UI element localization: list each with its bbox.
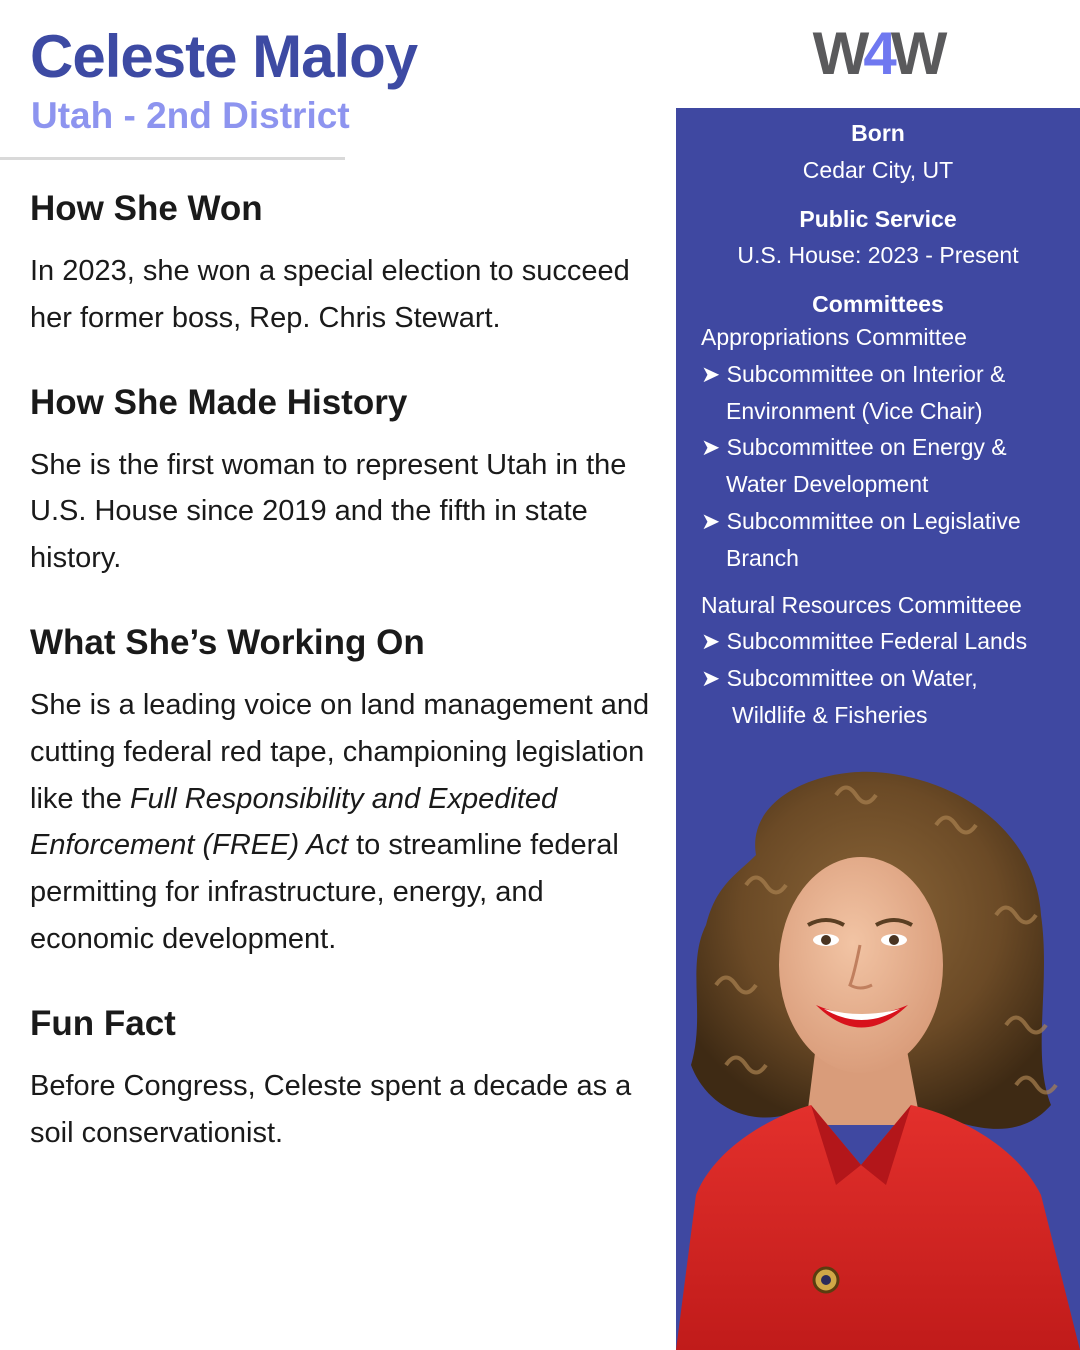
born-label: Born	[851, 120, 905, 146]
section-body-how-she-won: In 2023, she won a special election to succeed her former boss, Rep. Chris Stewart.	[30, 255, 630, 334]
section-body-fun-fact: Before Congress, Celeste spent a decade as a soil conservationist.	[30, 1069, 632, 1149]
district-subtitle: Utah - 2nd District	[31, 95, 350, 136]
subcommittee-item-cont: Wildlife & Fisheries	[732, 701, 928, 728]
subcommittee-item: ➤ Subcommittee on Energy &	[701, 434, 1007, 461]
committee-natural-resources: Natural Resources Committeee	[701, 591, 1022, 618]
section-heading-how-she-won: How She Won	[30, 189, 263, 228]
body-text: She is a leading voice on land management and cutting federal red tape, championing legislation like the	[30, 688, 650, 815]
section-body-history: She is the first woman to represent Utah in the U.S. House since 2019 and the fifth in state history.	[30, 448, 627, 575]
section-heading-history: How She Made History	[30, 382, 408, 422]
portrait-photo	[636, 765, 1080, 1350]
subcommittee-item-cont: Branch	[726, 544, 799, 571]
committee-appropriations: Appropriations Committee	[701, 324, 967, 350]
subcommittee-item: ➤ Subcommittee on Interior &	[701, 360, 1006, 387]
w4w-logo	[798, 20, 958, 87]
page-title: Celeste Maloy	[30, 23, 418, 90]
logo-number: 4	[863, 20, 893, 87]
public-service-label: Public Service	[799, 206, 957, 232]
section-heading-fun-fact: Fun Fact	[30, 1003, 176, 1043]
public-service-value: U.S. House: 2023 - Present	[737, 242, 1019, 268]
subcommittee-item-cont: Environment (Vice Chair)	[726, 397, 983, 424]
born-value: Cedar City, UT	[802, 157, 954, 183]
bill-name: Full Responsibility and Expedited Enforcement (FREE) Act	[30, 782, 558, 862]
subcommittee-item: ➤ Subcommittee on Water,	[701, 665, 978, 692]
committees-label: Committees	[812, 291, 944, 317]
divider	[0, 157, 345, 160]
section-heading-working-on: What She’s Working On	[30, 622, 425, 662]
subcommittee-item: ➤ Subcommittee on Legislative	[701, 507, 1021, 534]
subcommittee-item-cont: Water Development	[726, 471, 929, 498]
section-body-working-on	[30, 682, 660, 963]
subcommittee-item: ➤ Subcommittee Federal Lands	[701, 628, 1028, 655]
logo-letter: W	[890, 20, 944, 87]
body-text: to streamline federal permitting for infrastructure, energy, and economic development.	[30, 829, 619, 955]
profile-content	[30, 186, 660, 1156]
logo-letter: W	[812, 20, 866, 87]
